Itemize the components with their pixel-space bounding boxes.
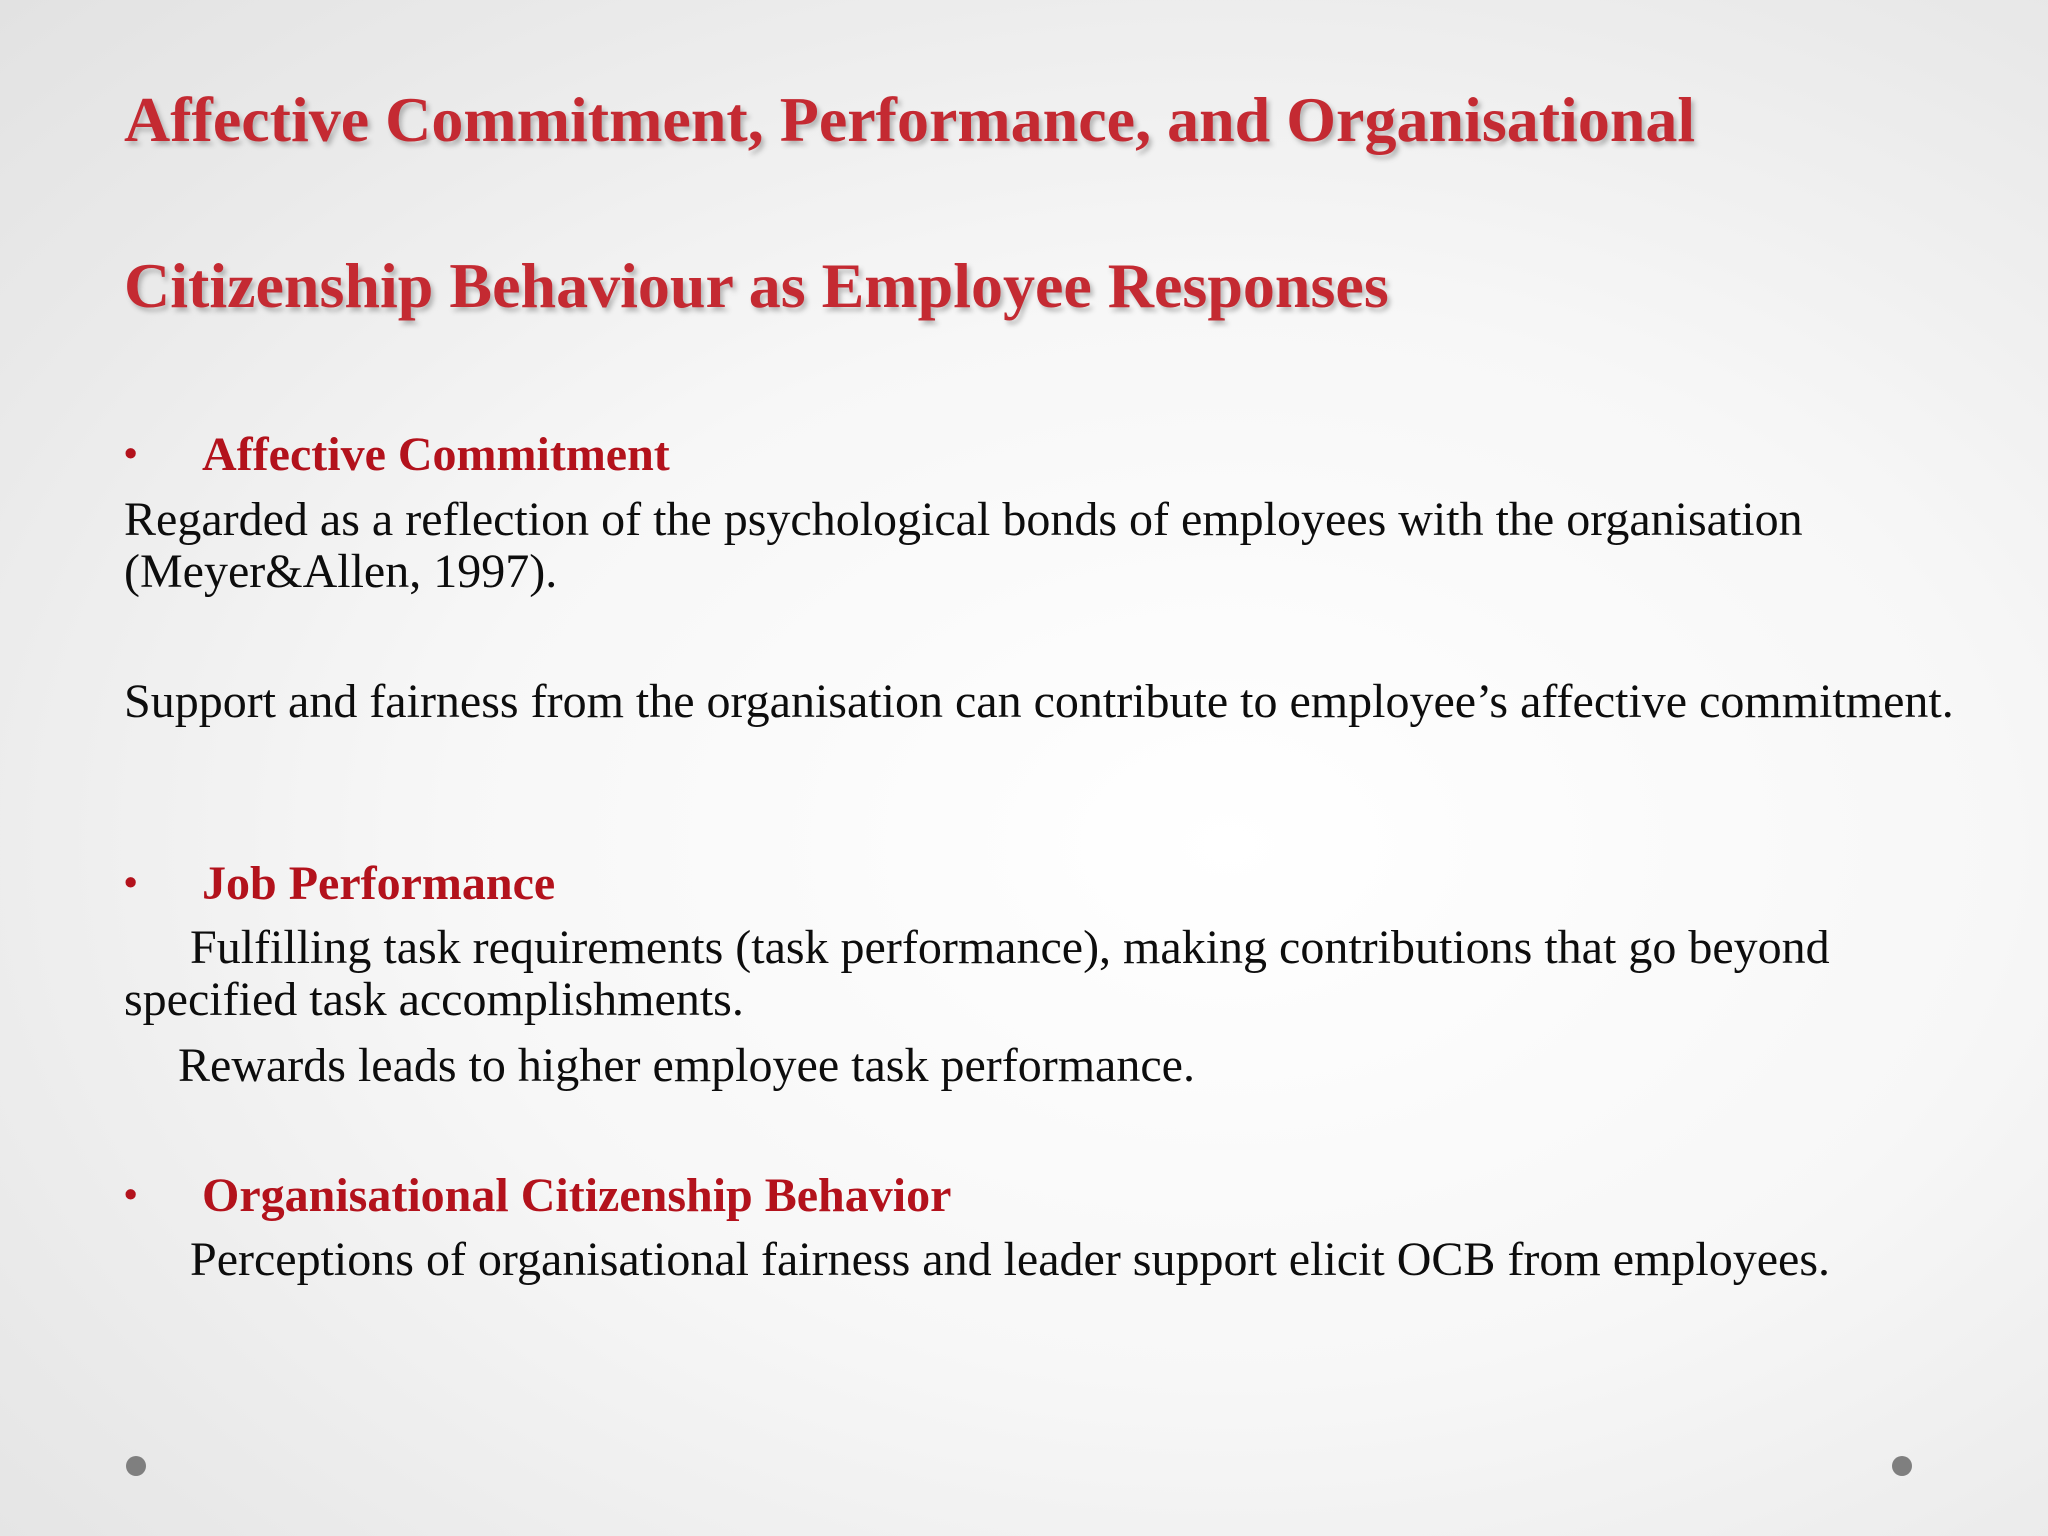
section-heading-affective-commitment	[124, 424, 670, 485]
section-heading-ocb	[124, 1165, 951, 1226]
section-heading-label: Organisational Citizenship Behavior	[202, 1169, 952, 1222]
bullet-icon: •	[124, 862, 138, 904]
section-heading-label: Affective Commitment	[202, 428, 670, 481]
bullet-icon: •	[124, 433, 138, 475]
affective-commitment-support: Support and fairness from the organisation can contribute to employee’s affective commitment.	[124, 675, 1954, 728]
section-heading-label: Job Performance	[202, 857, 556, 910]
bullet-icon: •	[124, 1174, 138, 1216]
section-heading-job-performance	[124, 853, 555, 914]
job-performance-rewards: Rewards leads to higher employee task performance.	[178, 1039, 1195, 1092]
slide-title-line-1: Affective Commitment, Performance, and Organisational	[124, 84, 1696, 155]
ocb-definition: Perceptions of organisational fairness and leader support elicit OCB from employees.	[190, 1233, 1831, 1286]
job-performance-definition: Fulfilling task requirements (task performance), making contributions that go beyond specified task accomplishments.	[124, 921, 1830, 1026]
right-decorative-dot-icon	[1892, 1456, 1912, 1476]
slide-title-line-2: Citizenship Behaviour as Employee Responses	[124, 250, 1389, 321]
affective-commitment-definition: Regarded as a reflection of the psychological bonds of employees with the organisation (Meyer&Allen, 1997).	[124, 493, 1803, 598]
left-decorative-dot-icon	[126, 1456, 146, 1476]
